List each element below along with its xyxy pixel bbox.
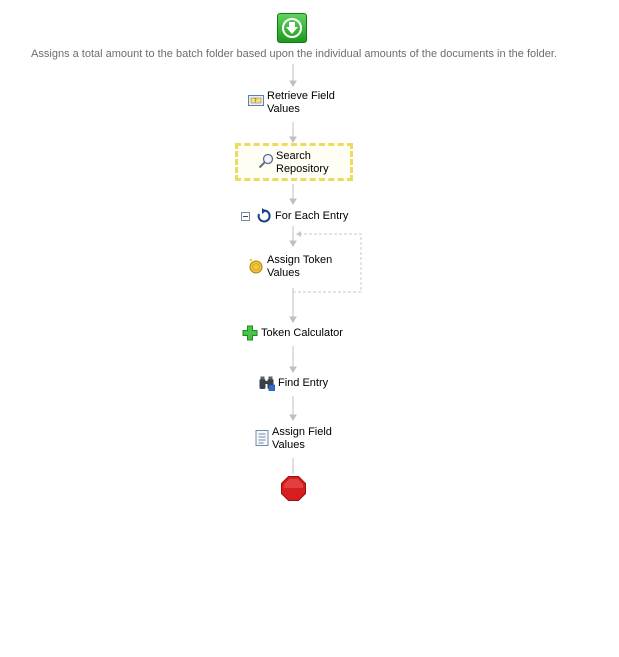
minus-icon bbox=[243, 216, 248, 217]
search-repository-label: Search Repository bbox=[276, 150, 329, 175]
step-find-entry[interactable] bbox=[259, 375, 339, 393]
loop-icon bbox=[256, 208, 272, 224]
step-token-calculator[interactable] bbox=[242, 325, 352, 343]
step-assign-field-values[interactable] bbox=[255, 426, 355, 454]
for-each-entry-label: For Each Entry bbox=[275, 210, 349, 222]
assign-field-values-label: Assign Field Values bbox=[272, 426, 332, 451]
stop-sign-icon[interactable] bbox=[281, 476, 306, 501]
retrieve-field-values-icon bbox=[248, 95, 264, 107]
step-assign-token-values[interactable] bbox=[248, 254, 348, 282]
magnifier-icon bbox=[258, 153, 274, 169]
connector-retrieve-to-search bbox=[290, 122, 296, 142]
token-calculator-label: Token Calculator bbox=[261, 327, 343, 339]
collapse-toggle[interactable] bbox=[241, 212, 250, 221]
assign-token-values-label: Assign Token Values bbox=[267, 254, 333, 279]
retrieve-field-values-label: Retrieve Field Values bbox=[267, 90, 335, 115]
plus-icon bbox=[242, 325, 258, 341]
document-icon bbox=[255, 430, 269, 446]
start-arrow-glyph bbox=[278, 14, 306, 42]
coin-token-icon bbox=[248, 257, 264, 275]
connector-start-to-retrieve bbox=[290, 64, 296, 86]
connector-find-to-assign-field bbox=[290, 396, 296, 420]
connector-assign-token-to-calculator bbox=[290, 288, 296, 322]
step-search-repository[interactable] bbox=[258, 150, 348, 178]
step-retrieve-field-values[interactable] bbox=[248, 90, 348, 118]
binoculars-icon bbox=[259, 375, 275, 391]
connector-calculator-to-find bbox=[290, 346, 296, 372]
start-arrow-icon[interactable] bbox=[277, 13, 307, 43]
svg-text:?: ? bbox=[254, 98, 257, 105]
step-for-each-entry[interactable] bbox=[256, 208, 356, 228]
find-entry-label: Find Entry bbox=[278, 377, 329, 389]
workflow-description: Assigns a total amount to the batch folder based upon the individual amounts of the documents in the folder. bbox=[31, 48, 557, 60]
connector-search-to-foreach bbox=[290, 184, 296, 204]
connector-foreach-to-assign-token bbox=[290, 226, 296, 246]
